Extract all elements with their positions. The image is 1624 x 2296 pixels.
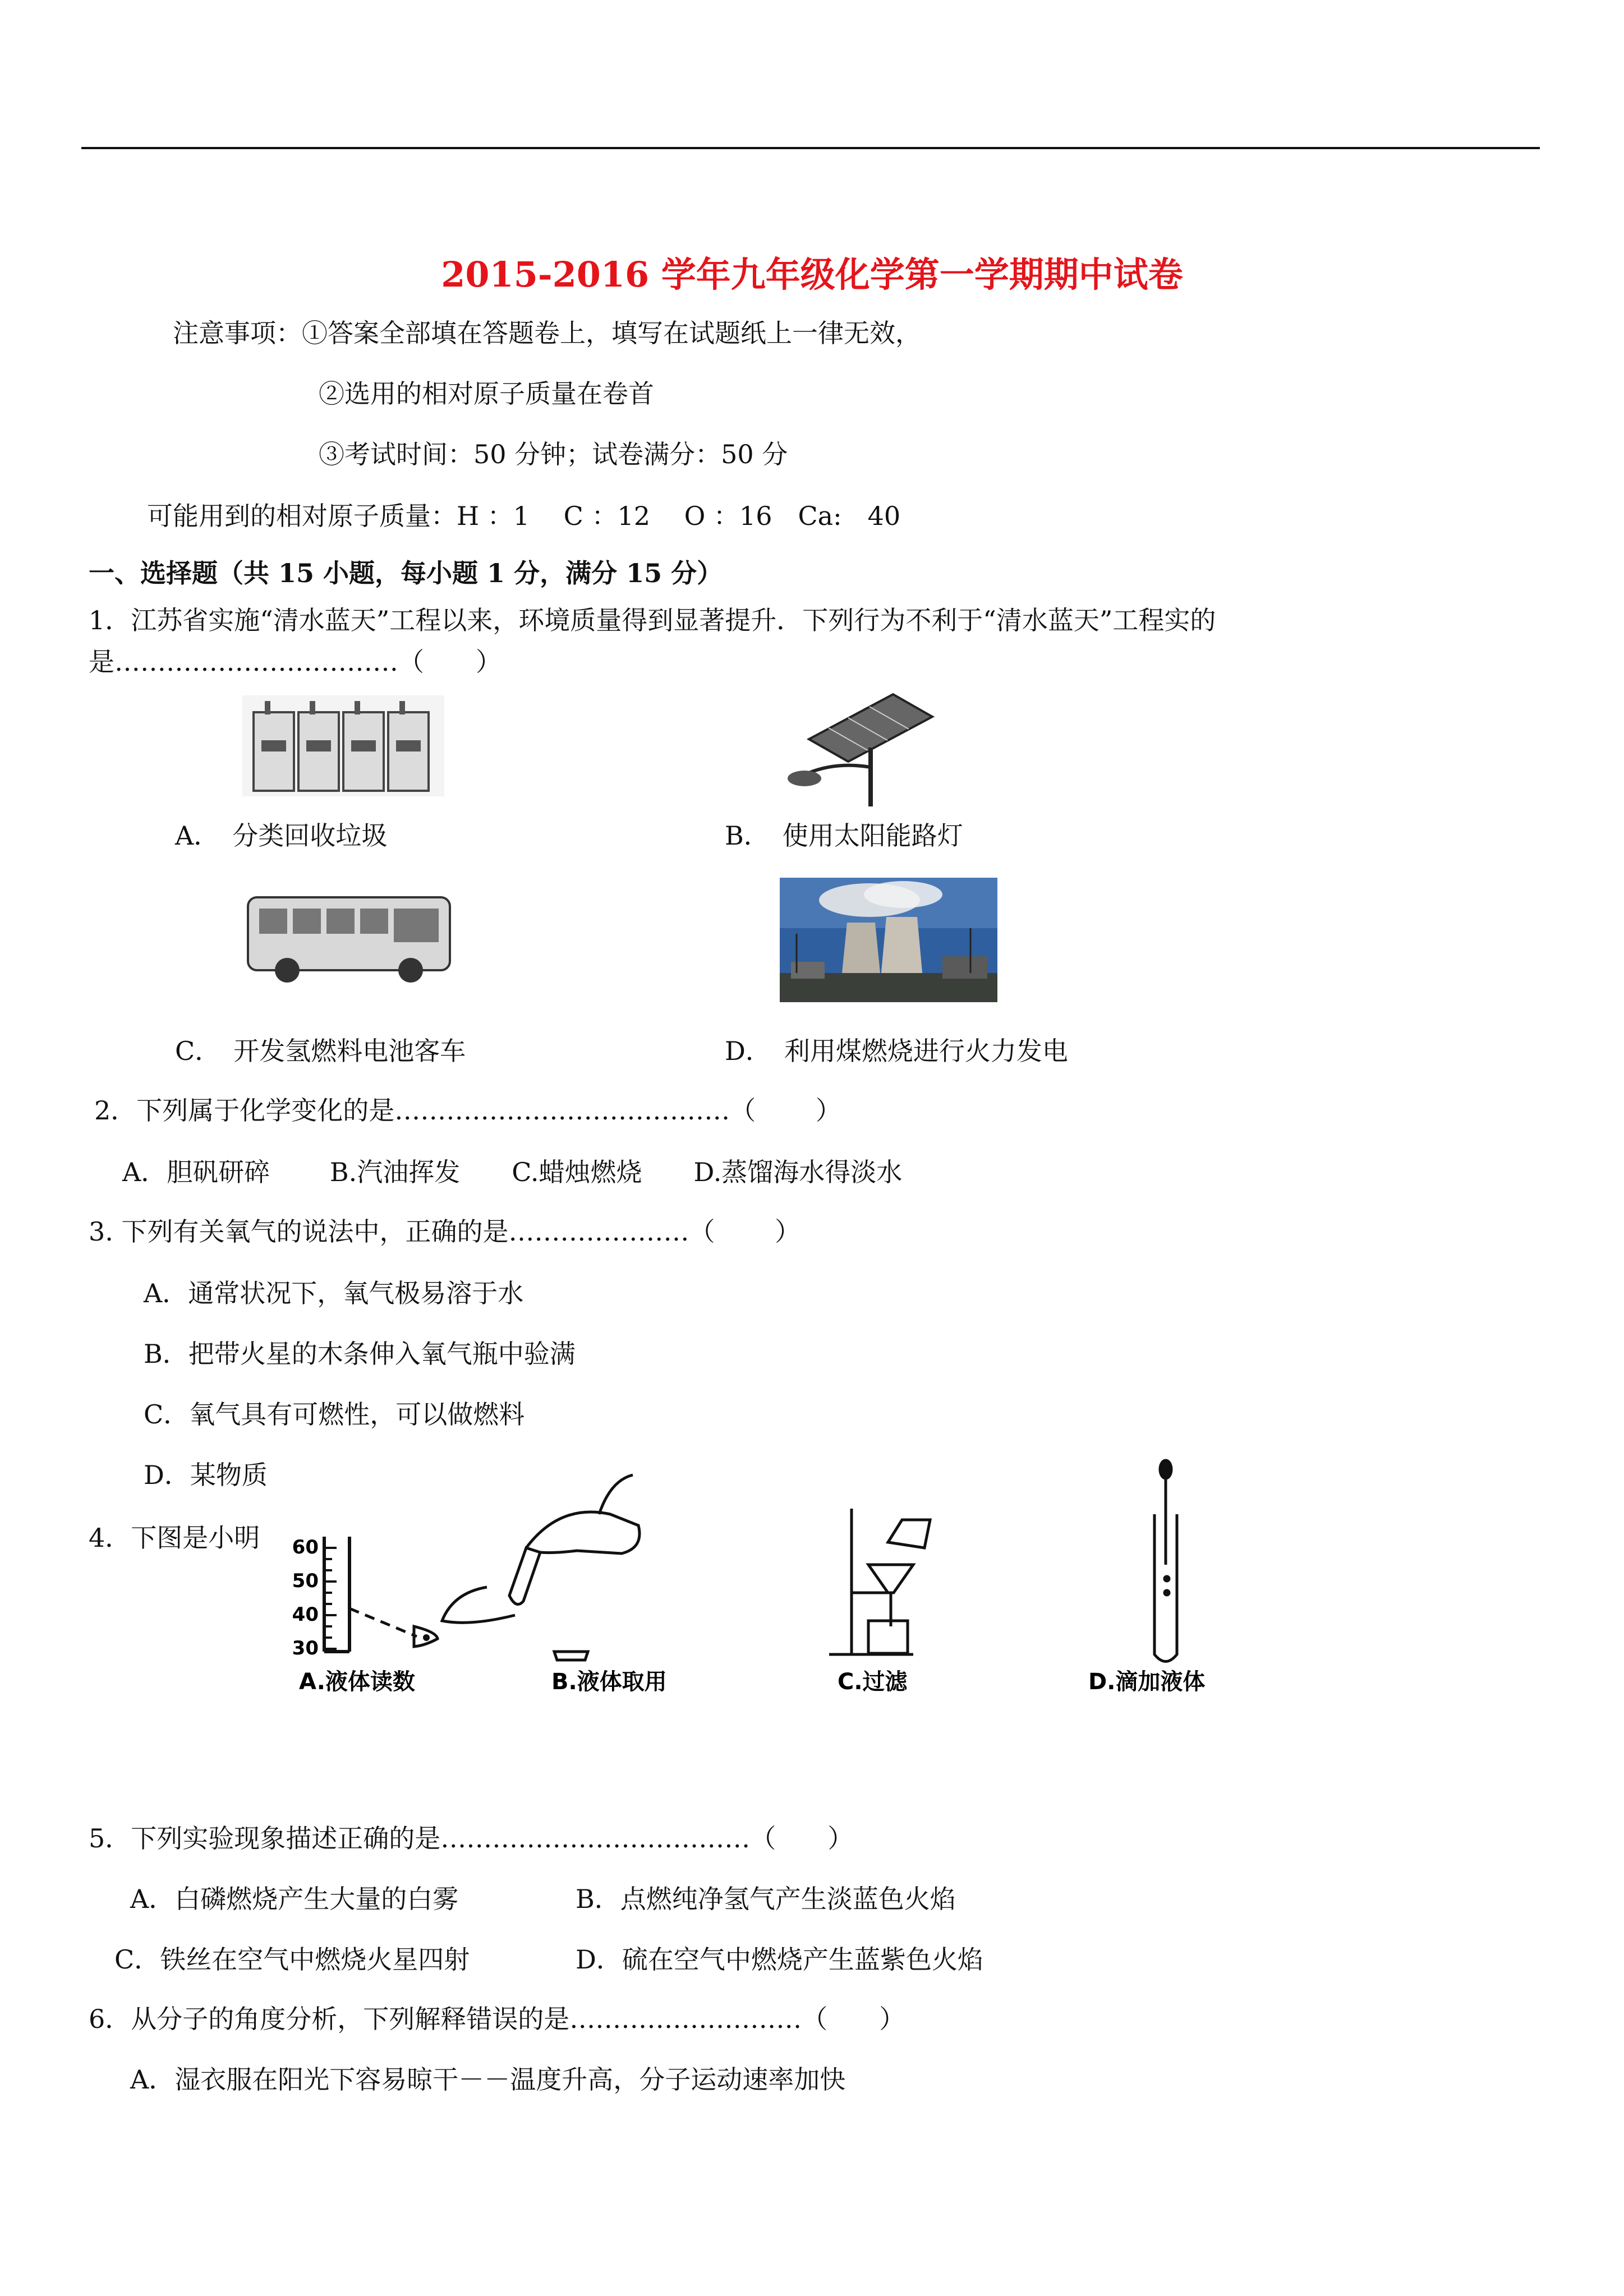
label-d: D.滴加液体 (1088, 1669, 1206, 1695)
atomic-masses: 可能用到的相对原子质量：H ：1 C ：12 O ：16 Ca: 40 (147, 501, 901, 531)
q1-stem-line1: 1．江苏省实施“清水蓝天”工程以来，环境质量得到显著提升．下列行为不利于“清水蓝天”工程实的 (89, 605, 1216, 635)
header-rule (81, 147, 1540, 149)
tick-50: 50 (292, 1570, 319, 1592)
q6-option-a: A．湿衣服在阳光下容易晾干－－温度升高，分子运动速率加快 (130, 2064, 846, 2095)
q3-option-b: B．把带火星的木条伸入氧气瓶中验满 (144, 1339, 576, 1369)
q5-option-d: D．硫在空气中燃烧产生蓝紫色火焰 (576, 1944, 983, 1975)
q6-stem: 6．从分子的角度分析，下列解释错误的是………………………（ ） (89, 2004, 905, 2034)
q1-option-a: A． 分类回收垃圾 (175, 820, 388, 851)
q3-option-c: C．氧气具有可燃性，可以做燃料 (144, 1399, 525, 1430)
tick-30: 30 (292, 1637, 319, 1659)
q5-option-b: B．点燃纯净氢气产生淡蓝色火焰 (576, 1884, 956, 1914)
lab-operations-figure (274, 1458, 1239, 1705)
tick-60: 60 (292, 1536, 319, 1559)
q2-options: A．胆矾研碎 B.汽油挥发 C.蜡烛燃烧 D.蒸馏海水得淡水 (122, 1157, 903, 1187)
notes-line-1: 注意事项：①答案全部填在答题卷上，填写在试题纸上一律无效， (173, 318, 921, 348)
solar-lamp-image (770, 689, 938, 806)
tick-40: 40 (292, 1603, 319, 1626)
q2-stem: 2．下列属于化学变化的是…………………………………（ ） (94, 1095, 841, 1126)
q5-stem: 5．下列实验现象描述正确的是………………………………（ ） (89, 1823, 854, 1854)
label-a: A.液体读数 (299, 1669, 415, 1695)
q5-option-c: C．铁丝在空气中燃烧火星四射 (114, 1944, 470, 1975)
label-c: C.过滤 (838, 1669, 908, 1695)
q1-option-c: C． 开发氢燃料电池客车 (175, 1036, 466, 1066)
q5-option-a: A．白磷燃烧产生大量的白雾 (130, 1884, 459, 1914)
notes-line-3: ③考试时间：50 分钟；试卷满分：50 分 (319, 439, 788, 469)
q1-option-d: D． 利用煤燃烧进行火力发电 (725, 1036, 1068, 1066)
q3-stem: 3. 下列有关氧气的说法中，正确的是…………………（ ） (89, 1216, 801, 1247)
bus-image (242, 886, 456, 987)
label-b: B.液体取用 (551, 1669, 667, 1695)
section-heading: 一、选择题（共 15 小题，每小题 1 分，满分 15 分） (89, 558, 723, 588)
power-plant-image (780, 878, 997, 1002)
q4-stem: 4．下图是小明 (89, 1523, 260, 1553)
q1-stem-line2: 是……………………………（ ） (89, 647, 502, 677)
q3-option-a: A．通常状况下，氧气极易溶于水 (144, 1278, 524, 1308)
page-title: 2015-2016 学年九年级化学第一学期期中试卷 (441, 254, 1183, 295)
recycling-bins-image (242, 695, 444, 796)
notes-line-2: ②选用的相对原子质量在卷首 (319, 379, 654, 409)
q1-option-b: B． 使用太阳能路灯 (725, 820, 963, 851)
q3-option-d: D．某物质 (144, 1460, 268, 1490)
